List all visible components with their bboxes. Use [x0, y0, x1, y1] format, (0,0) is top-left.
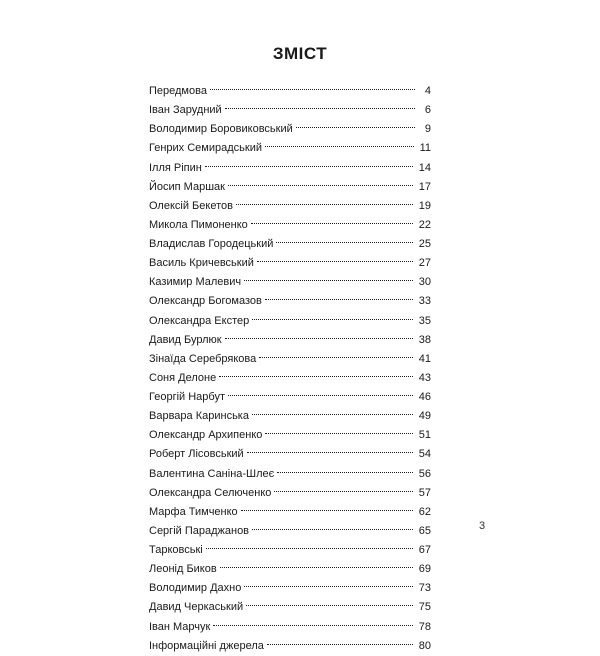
toc-entry-title: Давид Бурлюк [149, 333, 222, 346]
toc-entry-page: 56 [418, 467, 431, 480]
toc-entry-page: 27 [418, 257, 431, 270]
dot-leader [213, 611, 412, 630]
toc-entry-title: Володимир Боровиковський [149, 123, 293, 136]
dot-leader [225, 94, 415, 113]
toc-entry-page: 30 [418, 276, 431, 289]
toc-entry-title: Ілля Рiпин [149, 161, 202, 174]
toc-entry-page: 6 [424, 104, 431, 117]
toc-entry-page: 57 [418, 486, 431, 499]
toc-entry-title: Володимир Дахно [149, 582, 242, 595]
toc-entry-page: 14 [418, 161, 431, 174]
toc-entry-title: Давид Черкаський [149, 601, 244, 614]
toc-entry-page: 80 [418, 639, 431, 652]
dot-leader [246, 591, 413, 610]
toc-entry-page: 67 [418, 544, 431, 556]
toc-entry-page: 4 [424, 85, 431, 97]
dot-leader [206, 534, 413, 553]
toc-entry-title: Василь Кричевський [149, 257, 254, 270]
toc-entry-page: 19 [418, 199, 431, 212]
toc-entry-title: Генрих Семирадський [149, 142, 262, 155]
dot-leader [257, 247, 413, 266]
dot-leader [265, 132, 414, 151]
dot-leader [267, 630, 413, 649]
dot-leader [252, 305, 413, 324]
toc-entry-page: 46 [418, 391, 431, 403]
dot-leader [251, 209, 413, 228]
toc-entry-title: Олександра Екстер [149, 314, 250, 327]
toc-entry-title: Соня Делоне [149, 371, 217, 384]
toc-entry-title: Казимир Малевич [149, 276, 242, 289]
toc-entry-page: 17 [418, 180, 431, 193]
toc-entry-page: 33 [418, 295, 431, 308]
dot-leader [225, 324, 413, 343]
toc-entry-page: 51 [418, 429, 431, 442]
dot-leader [219, 362, 413, 381]
toc-entry-title: Зінаїда Серебрякова [149, 352, 257, 365]
dot-leader [265, 419, 412, 438]
dot-leader [220, 553, 413, 572]
dot-leader [205, 152, 413, 171]
dot-leader [247, 438, 413, 457]
toc-entry-title: Георгій Нарбут [149, 391, 226, 403]
dot-leader [241, 496, 413, 515]
dot-leader [276, 228, 412, 247]
dot-leader [296, 113, 415, 132]
toc-entry-page: 9 [424, 123, 431, 136]
toc-entry-page: 75 [418, 601, 431, 614]
toc-entry-page: 62 [418, 505, 431, 518]
toc-entry-page: 65 [418, 524, 431, 537]
toc-entry-title: Олександр Богомазов [149, 295, 262, 308]
toc-entry-title: Олександра Селюченко [149, 486, 272, 499]
toc-entry-page: 78 [418, 620, 431, 633]
toc-entry-page: 69 [418, 563, 431, 576]
toc-entry-title: Микола Пимоненко [149, 218, 248, 231]
toc-entry-title: Сергій Параджанов [149, 524, 250, 537]
toc-entry-page: 49 [418, 410, 431, 423]
dot-leader [259, 343, 413, 362]
toc-entry-page: 73 [418, 582, 431, 595]
toc-entry-title: Тарковські [149, 544, 203, 556]
dot-leader [265, 285, 413, 304]
toc-entry-title: Марфа Тимченко [149, 505, 238, 518]
toc-entry-page: 38 [418, 333, 431, 346]
toc-entry-title: Валентина Саніна-Шлеє [149, 467, 275, 480]
dot-leader [252, 515, 413, 534]
page-number: 3 [479, 520, 486, 532]
toc-entry-title: Йосип Маршак [149, 180, 225, 193]
dot-leader [244, 572, 412, 591]
toc-entry-page: 11 [419, 142, 431, 155]
table-of-contents [149, 75, 431, 652]
toc-entry-page: 41 [418, 352, 431, 365]
dot-leader [236, 190, 413, 209]
toc-entry-title: Олексій Бекетов [149, 199, 233, 212]
dot-leader [228, 171, 413, 190]
dot-leader [228, 381, 413, 400]
toc-entry-page: 22 [418, 218, 431, 231]
toc-entry-title: Леонід Биков [149, 563, 217, 576]
toc-entry-page: 54 [418, 448, 431, 461]
toc-entry-page: 43 [418, 371, 431, 384]
page-title: ЗМІСТ [272, 44, 328, 63]
toc-entry-title: Іван Зарудний [149, 104, 222, 117]
toc-entry-title: Олександр Архипенко [149, 429, 263, 442]
toc-entry [149, 75, 431, 97]
dot-leader [244, 266, 413, 285]
toc-entry-page: 35 [418, 314, 431, 327]
dot-leader [252, 400, 413, 419]
dot-leader [277, 458, 412, 477]
toc-entry-title: Варвара Каринська [149, 410, 249, 423]
toc-entry-title: Інформаційні джерела [149, 639, 264, 652]
toc-entry-page: 25 [418, 238, 431, 250]
dot-leader [210, 75, 415, 94]
toc-entry-title: Владислав Городецький [149, 238, 274, 250]
toc-entry-title: Іван Марчук [149, 620, 211, 633]
dot-leader [274, 477, 412, 496]
toc-entry-title: Передмова [149, 85, 207, 97]
toc-entry-title: Роберт Лісовський [149, 448, 244, 461]
